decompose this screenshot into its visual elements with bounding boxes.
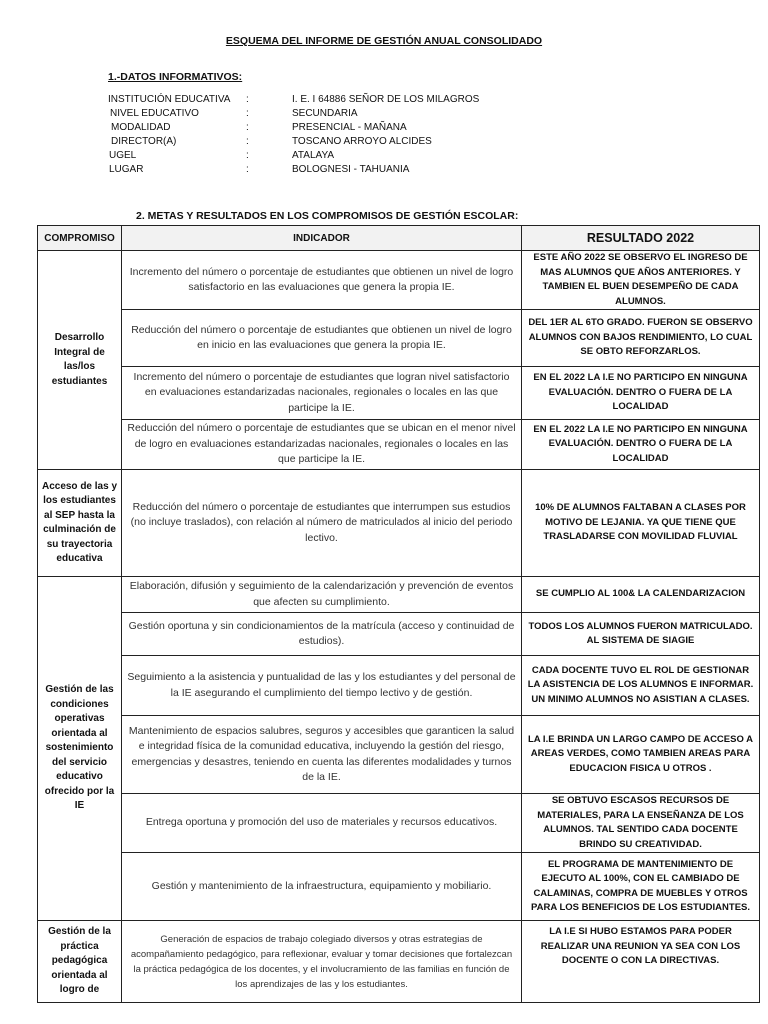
resultado-cell: EL PROGRAMA DE MANTENIMIENTO DE EJECUTO AL 100%, CON EL CAMBIADO DE CALAMINAS, COMPRA DE MUEBLES Y OTROS PARA LOS BENEFICIOS DE LOS ESTUDIANTES. bbox=[522, 853, 760, 921]
info-sep: : bbox=[246, 136, 249, 147]
info-value: TOSCANO ARROYO ALCIDES bbox=[292, 136, 432, 147]
table-row bbox=[38, 794, 760, 853]
resultado-cell: EN EL 2022 LA I.E NO PARTICIPO EN NINGUNA EVALUACIÓN. DENTRO O FUERA DE LA LOCALIDAD bbox=[522, 420, 760, 470]
indicador-cell: Gestión oportuna y sin condicionamientos de la matrícula (acceso y continuidad de estudios). bbox=[122, 613, 522, 656]
info-sep: : bbox=[246, 164, 249, 175]
indicador-cell: Incremento del número o porcentaje de estudiantes que logran nivel satisfactorio en evaluaciones estandarizadas nacionales, regionales o locales en las que participe la IE. bbox=[122, 367, 522, 420]
compromiso-cell: Desarrollo Integral de las/los estudiantes bbox=[38, 251, 122, 470]
info-key: MODALIDAD bbox=[111, 122, 171, 133]
table-row bbox=[38, 310, 760, 367]
resultado-cell: LA I.E SI HUBO ESTAMOS PARA PODER REALIZAR UNA REUNION YA SEA CON LOS DOCENTE O CON LA DIRECTIVAS. bbox=[522, 921, 760, 1003]
info-value: I. E. I 64886 SEÑOR DE LOS MILAGROS bbox=[292, 94, 480, 105]
section-1-heading: 1.-DATOS INFORMATIVOS: bbox=[108, 71, 243, 83]
indicador-cell: Gestión y mantenimiento de la infraestructura, equipamiento y mobiliario. bbox=[122, 853, 522, 921]
table-row bbox=[38, 577, 760, 613]
info-key: NIVEL EDUCATIVO bbox=[110, 108, 199, 119]
info-sep: : bbox=[246, 108, 249, 119]
indicador-cell: Generación de espacios de trabajo colegiado diversos y otras estrategias de acompañamiento pedagógico, para reflexionar, evaluar y tomar decisiones que fortalezcan la práctica pedagógica de los docentes, y el involucramiento de las familias en función de los aprendizajes de las y los estudiantes. bbox=[122, 921, 522, 1003]
indicador-cell: Reducción del número o porcentaje de estudiantes que interrumpen sus estudios (no incluye traslados), con relación al número de matriculados al inicio del periodo lectivo. bbox=[122, 470, 522, 577]
indicador-cell: Entrega oportuna y promoción del uso de materiales y recursos educativos. bbox=[122, 794, 522, 853]
indicador-cell: Reducción del número o porcentaje de estudiantes que se ubican en el menor nivel de logro en evaluaciones estandarizadas nacionales, regionales o locales en las que participe la IE. bbox=[122, 420, 522, 470]
resultado-cell: LA I.E BRINDA UN LARGO CAMPO DE ACCESO A AREAS VERDES, COMO TAMBIEN AREAS PARA EDUCACION FISICA U OTROS . bbox=[522, 716, 760, 794]
resultado-cell: TODOS LOS ALUMNOS FUERON MATRICULADO. AL SISTEMA DE SIAGIE bbox=[522, 613, 760, 656]
info-sep: : bbox=[246, 122, 249, 133]
indicador-cell: Mantenimiento de espacios salubres, seguros y accesibles que garanticen la salud e integridad física de la comunidad educativa, incluyendo la gestión del riesgo, emergencias y desastres, teniendo en cuenta las diferentes modalidades y turnos de la IE. bbox=[122, 716, 522, 794]
info-value: BOLOGNESI - TAHUANIA bbox=[292, 164, 410, 175]
info-sep: : bbox=[246, 94, 249, 105]
info-key: DIRECTOR(A) bbox=[111, 136, 177, 147]
info-key: LUGAR bbox=[109, 164, 144, 175]
compromiso-cell: Gestión de las condiciones operativas orientada al sostenimiento del servicio educativo ofrecido por la IE bbox=[38, 577, 122, 921]
table-row bbox=[38, 420, 760, 470]
info-key: UGEL bbox=[109, 150, 137, 161]
resultado-cell: SE CUMPLIO AL 100& LA CALENDARIZACION bbox=[522, 577, 760, 613]
resultado-cell: ESTE AÑO 2022 SE OBSERVO EL INGRESO DE MAS ALUMNOS QUE AÑOS ANTERIORES. Y TAMBIEN EL BUEN DESEMPEÑO DE CADA ALUMNOS. bbox=[522, 251, 760, 310]
table-row bbox=[38, 716, 760, 794]
table-row bbox=[38, 367, 760, 420]
resultado-cell: EN EL 2022 LA I.E NO PARTICIPO EN NINGUNA EVALUACIÓN. DENTRO O FUERA DE LA LOCALIDAD bbox=[522, 367, 760, 420]
header-resultado: RESULTADO 2022 bbox=[522, 226, 760, 251]
indicador-cell: Reducción del número o porcentaje de estudiantes que obtienen un nivel de logro en inicio en las evaluaciones que genera la propia IE. bbox=[122, 310, 522, 367]
resultado-cell: DEL 1ER AL 6TO GRADO. FUERON SE OBSERVO ALUMNOS CON BAJOS RENDIMIENTO, LO CUAL SE OBTO REFORZARLOS. bbox=[522, 310, 760, 367]
indicador-cell: Seguimiento a la asistencia y puntualidad de las y los estudiantes y del personal de la IE asegurando el cumplimiento del tiempo lectivo y de gestión. bbox=[122, 656, 522, 716]
table-row bbox=[38, 613, 760, 656]
info-value: SECUNDARIA bbox=[292, 108, 358, 119]
info-sep: : bbox=[246, 150, 249, 161]
header-indicador: INDICADOR bbox=[122, 226, 522, 251]
resultado-cell: CADA DOCENTE TUVO EL ROL DE GESTIONAR LA ASISTENCIA DE LOS ALUMNOS E INFORMAR. UN MINIMO ALUMNOS NO ASISTIAN A CLASES. bbox=[522, 656, 760, 716]
document-title: ESQUEMA DEL INFORME DE GESTIÓN ANUAL CONSOLIDADO bbox=[225, 35, 543, 47]
table-row bbox=[38, 656, 760, 716]
header-compromiso: COMPROMISO bbox=[38, 226, 122, 251]
commitments-table bbox=[37, 225, 760, 1003]
resultado-cell: SE OBTUVO ESCASOS RECURSOS DE MATERIALES, PARA LA ENSEÑANZA DE LOS ALUMNOS. TAL SENTIDO CADA DOCENTE BRINDO SU CREATIVIDAD. bbox=[522, 794, 760, 853]
indicador-cell: Elaboración, difusión y seguimiento de la calendarización y prevención de eventos que afecten su cumplimiento. bbox=[122, 577, 522, 613]
info-key: INSTITUCIÓN EDUCATIVA bbox=[108, 94, 231, 105]
info-value: PRESENCIAL - MAÑANA bbox=[292, 122, 407, 133]
compromiso-cell: Acceso de las y los estudiantes al SEP hasta la culminación de su trayectoria educativa bbox=[38, 470, 122, 577]
table-row bbox=[38, 251, 760, 310]
table-row bbox=[38, 853, 760, 921]
table-row bbox=[38, 470, 760, 577]
table-header-row bbox=[38, 226, 760, 251]
indicador-cell: Incremento del número o porcentaje de estudiantes que obtienen un nivel de logro satisfactorio en las evaluaciones que genera la propia IE. bbox=[122, 251, 522, 310]
info-value: ATALAYA bbox=[292, 150, 335, 161]
table-row bbox=[38, 921, 760, 1003]
section-2-heading: 2. METAS Y RESULTADOS EN LOS COMPROMISOS DE GESTIÓN ESCOLAR: bbox=[136, 210, 519, 222]
resultado-cell: 10% DE ALUMNOS FALTABAN A CLASES POR MOTIVO DE LEJANIA. YA QUE TIENE QUE TRASLADARSE CON MOVILIDAD FLUVIAL bbox=[522, 470, 760, 577]
compromiso-cell: Gestión de la práctica pedagógica orientada al logro de bbox=[38, 921, 122, 1003]
